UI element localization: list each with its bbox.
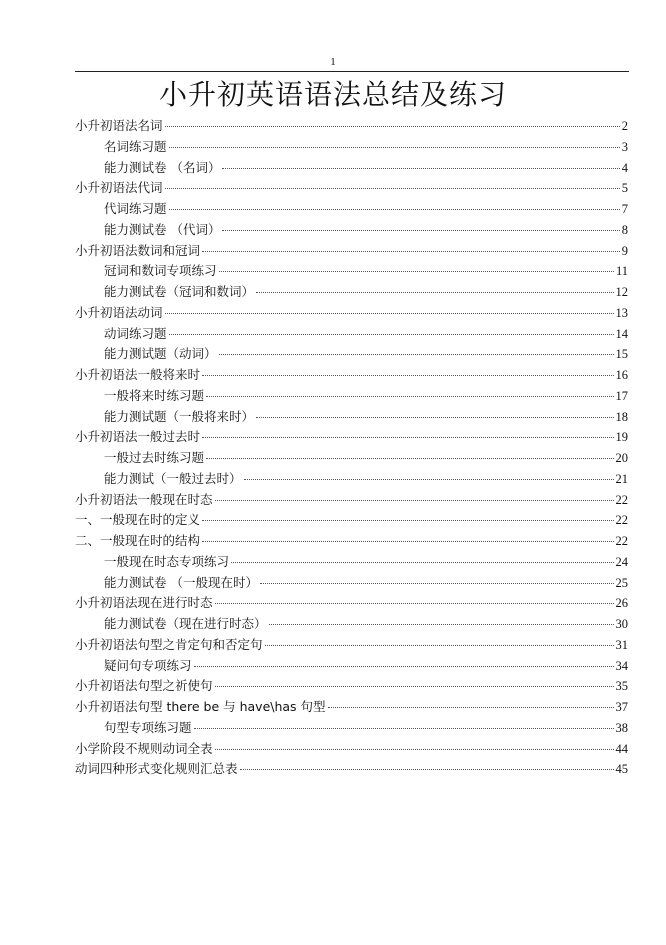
- toc-entry-page-number: 24: [615, 554, 628, 569]
- toc-entry-page-number: 2: [621, 119, 628, 133]
- toc-dot-leader: [202, 375, 613, 376]
- toc-entry[interactable]: [75, 739, 628, 760]
- toc-dot-leader: [260, 583, 614, 584]
- page-number: 1: [330, 56, 336, 68]
- toc-dot-leader: [269, 624, 614, 625]
- toc-dot-leader: [194, 728, 614, 729]
- toc-entry-page-number: 20: [615, 451, 628, 465]
- toc-entry-label: 能力测试卷（冠词和数词）: [104, 284, 255, 299]
- toc-entry[interactable]: [75, 344, 628, 365]
- toc-entry-page-number: 35: [615, 679, 628, 694]
- toc-entry[interactable]: [75, 282, 628, 303]
- toc-entry[interactable]: [75, 241, 628, 262]
- toc-dot-leader: [231, 562, 613, 563]
- toc-entry-page-number: 21: [615, 471, 628, 486]
- toc-entry[interactable]: [75, 116, 628, 137]
- toc-dot-leader: [244, 479, 614, 480]
- table-of-contents: [75, 116, 628, 780]
- toc-entry[interactable]: [75, 448, 628, 469]
- toc-entry-label: 小升初语法数词和冠词: [75, 242, 201, 258]
- toc-entry-page-number: 15: [615, 347, 628, 362]
- toc-dot-leader: [256, 292, 613, 293]
- toc-entry[interactable]: [75, 510, 628, 531]
- toc-entry-label: 一般将来时练习题: [104, 387, 205, 403]
- toc-dot-leader: [222, 230, 619, 231]
- toc-entry-page-number: 38: [615, 720, 628, 735]
- toc-entry-label: 小学阶段不规则动词全表: [75, 740, 213, 756]
- toc-entry-label: 代词练习题: [104, 201, 167, 216]
- toc-entry-page-number: 45: [615, 762, 628, 777]
- toc-entry[interactable]: [75, 759, 628, 780]
- toc-entry-page-number: 5: [621, 181, 628, 196]
- toc-entry[interactable]: [75, 593, 628, 614]
- toc-entry[interactable]: [75, 178, 628, 199]
- toc-entry[interactable]: [75, 386, 628, 407]
- toc-entry[interactable]: [75, 261, 628, 282]
- toc-dot-leader: [165, 188, 620, 189]
- toc-entry[interactable]: [75, 324, 628, 345]
- toc-dot-leader: [206, 396, 613, 397]
- toc-entry[interactable]: [75, 656, 628, 677]
- toc-entry-page-number: 11: [615, 264, 628, 279]
- toc-entry-label: 能力测试卷 （一般现在时）: [104, 574, 258, 590]
- toc-entry[interactable]: [75, 158, 628, 179]
- toc-entry-label: 能力测试题（动词）: [104, 346, 217, 362]
- toc-entry-page-number: 18: [615, 409, 628, 424]
- toc-entry-page-number: 12: [615, 285, 628, 299]
- toc-dot-leader: [169, 334, 614, 335]
- toc-entry-label: 疑问句专项练习: [104, 657, 192, 673]
- toc-dot-leader: [165, 126, 620, 127]
- toc-entry[interactable]: [75, 573, 628, 594]
- toc-entry-page-number: 34: [615, 658, 628, 673]
- toc-entry-page-number: 7: [621, 202, 628, 216]
- document-title: 小升初英语语法总结及练习: [158, 78, 507, 111]
- toc-entry-label: 能力测试题（一般将来时）: [104, 408, 255, 424]
- toc-entry-label: 能力测试卷 （名词）: [104, 159, 221, 175]
- toc-entry-label: 能力测试（一般过去时）: [104, 470, 242, 486]
- toc-entry-label: 句型专项练习题: [104, 719, 192, 735]
- toc-entry[interactable]: [75, 697, 628, 718]
- toc-dot-leader: [202, 541, 613, 542]
- toc-entry-label: 小升初语法动词: [75, 304, 163, 320]
- toc-entry-label: 小升初语法一般现在时态: [75, 491, 213, 507]
- toc-entry-label: 能力测试卷 （代词）: [104, 221, 221, 237]
- toc-entry[interactable]: [75, 365, 628, 386]
- toc-entry-label: 小升初语法句型 there be 与 have\has 句型: [75, 699, 326, 714]
- toc-entry-label: 小升初语法句型之肯定句和否定句: [75, 636, 263, 652]
- toc-entry-label: 动词练习题: [104, 325, 167, 341]
- toc-entry[interactable]: [75, 635, 628, 656]
- toc-dot-leader: [202, 251, 620, 252]
- toc-entry-page-number: 16: [615, 368, 628, 382]
- toc-entry[interactable]: [75, 427, 628, 448]
- toc-dot-leader: [222, 168, 619, 169]
- toc-entry-page-number: 22: [615, 513, 628, 528]
- toc-dot-leader: [215, 500, 614, 501]
- toc-dot-leader: [328, 707, 614, 708]
- toc-entry-page-number: 30: [615, 617, 628, 631]
- toc-dot-leader: [165, 313, 614, 314]
- toc-entry-page-number: 31: [615, 637, 628, 652]
- toc-dot-leader: [219, 354, 614, 355]
- toc-entry-label: 能力测试卷（现在进行时态）: [104, 616, 267, 631]
- toc-entry[interactable]: [75, 718, 628, 739]
- toc-entry-page-number: 26: [615, 596, 628, 611]
- toc-entry-page-number: 19: [615, 430, 628, 445]
- toc-entry-label: 冠词和数词专项练习: [104, 263, 217, 279]
- toc-entry-label: 名词练习题: [104, 138, 167, 154]
- toc-entry-page-number: 44: [615, 741, 628, 756]
- toc-entry-page-number: 8: [621, 222, 628, 237]
- toc-dot-leader: [219, 271, 614, 272]
- toc-entry-page-number: 22: [615, 534, 628, 548]
- toc-entry[interactable]: [75, 531, 628, 552]
- toc-entry-page-number: 4: [621, 160, 628, 175]
- toc-entry-label: 一般现在时态专项练习: [104, 553, 230, 569]
- toc-entry[interactable]: [75, 552, 628, 573]
- toc-entry[interactable]: [75, 469, 628, 490]
- toc-entry-label: 小升初语法代词: [75, 180, 163, 196]
- toc-dot-leader: [194, 666, 614, 667]
- toc-entry-page-number: 17: [615, 388, 628, 403]
- toc-dot-leader: [169, 147, 620, 148]
- toc-dot-leader: [202, 437, 613, 438]
- toc-dot-leader: [215, 686, 614, 687]
- toc-entry[interactable]: [75, 614, 628, 635]
- toc-entry[interactable]: [75, 220, 628, 241]
- toc-dot-leader: [169, 209, 620, 210]
- toc-dot-leader: [202, 520, 613, 521]
- toc-entry-label: 小升初语法名词: [75, 118, 163, 133]
- toc-entry-label: 一般过去时练习题: [104, 450, 205, 465]
- toc-entry-page-number: 22: [615, 492, 628, 507]
- toc-entry-page-number: 9: [621, 243, 628, 258]
- toc-entry[interactable]: [75, 199, 628, 220]
- toc-dot-leader: [215, 749, 614, 750]
- toc-dot-leader: [256, 417, 613, 418]
- toc-entry-page-number: 25: [615, 575, 628, 590]
- toc-dot-leader: [215, 603, 614, 604]
- toc-entry[interactable]: [75, 137, 628, 158]
- toc-entry-label: 小升初语法句型之祈使句: [75, 678, 213, 694]
- toc-entry-label: 二、一般现在时的结构: [75, 533, 201, 548]
- toc-entry-label: 小升初语法一般过去时: [75, 429, 201, 445]
- toc-dot-leader: [206, 458, 613, 459]
- toc-dot-leader: [240, 769, 614, 770]
- toc-entry-label: 动词四种形式变化规则汇总表: [75, 761, 238, 777]
- toc-entry-page-number: 37: [615, 700, 628, 714]
- toc-entry[interactable]: [75, 676, 628, 697]
- header-rule: [75, 71, 629, 72]
- toc-entry-page-number: 14: [615, 326, 628, 341]
- toc-entry-label: 一、一般现在时的定义: [75, 512, 201, 528]
- toc-entry-label: 小升初语法一般将来时: [75, 367, 201, 382]
- toc-entry-page-number: 13: [615, 305, 628, 320]
- toc-dot-leader: [265, 645, 614, 646]
- toc-entry-page-number: 3: [621, 139, 628, 154]
- toc-entry-label: 小升初语法现在进行时态: [75, 595, 213, 611]
- toc-entry[interactable]: [75, 407, 628, 428]
- toc-entry[interactable]: [75, 490, 628, 511]
- toc-entry[interactable]: [75, 303, 628, 324]
